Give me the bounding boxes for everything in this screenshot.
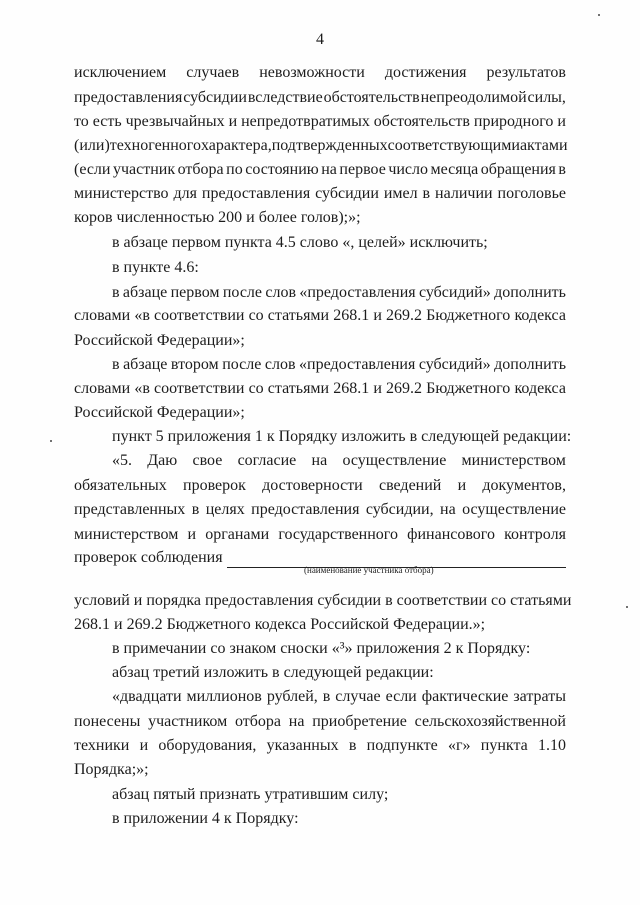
word: финансового xyxy=(407,526,495,543)
word: со xyxy=(248,307,264,324)
word: пункта xyxy=(480,737,528,754)
word: на xyxy=(321,161,337,178)
text-line xyxy=(74,88,566,108)
word: для xyxy=(173,185,197,202)
word: подпункте xyxy=(366,737,438,754)
word: 269.2 xyxy=(386,380,423,397)
word: то xyxy=(74,113,89,130)
word: после xyxy=(222,284,263,301)
word: Бюджетного xyxy=(426,380,511,397)
text-line: в примечании со знаком сноски «³» приложения 2 к Порядку: xyxy=(112,640,531,657)
word: техногенного xyxy=(109,137,201,154)
word: в xyxy=(348,737,357,754)
word: «5. xyxy=(112,452,132,469)
word: на xyxy=(440,501,456,518)
word: достижения xyxy=(384,64,467,81)
word: слов xyxy=(265,284,296,301)
word: в xyxy=(112,284,120,301)
word: невозможности xyxy=(259,64,365,81)
word: контроля xyxy=(504,526,566,543)
word: в xyxy=(558,161,566,178)
word: и xyxy=(373,380,382,397)
word: 268.1 xyxy=(333,307,370,324)
word: затраты xyxy=(513,688,566,705)
word: обстоятельств xyxy=(373,113,470,130)
text-line xyxy=(74,712,566,732)
word: абзаце xyxy=(123,356,168,373)
word: «в xyxy=(134,380,150,397)
word: отбора xyxy=(235,713,282,730)
text-line: условий и порядка предоставления субсидии в соответствии со статьями xyxy=(74,592,572,609)
text-line: пункт 5 приложения 1 к Порядку изложить в следующей редакции: xyxy=(112,428,572,445)
text-line: абзац пятый признать утратившим силу; xyxy=(112,786,389,803)
word: первое xyxy=(339,161,386,178)
word: осуществление xyxy=(342,452,447,469)
word: природного xyxy=(473,113,554,130)
word: предоставления xyxy=(201,185,311,202)
word: целях xyxy=(205,501,245,518)
word: имел xyxy=(383,185,418,202)
word: статьями xyxy=(267,307,330,324)
word: соответствии xyxy=(154,380,245,397)
word: есть xyxy=(92,113,122,130)
word: вследствие xyxy=(247,89,323,106)
word: случаев xyxy=(186,64,240,81)
word: силы, xyxy=(527,89,566,106)
word: Даю xyxy=(147,452,178,469)
word: органами xyxy=(205,526,270,543)
word: непреодолимой xyxy=(420,89,527,106)
word: случае xyxy=(335,688,381,705)
word: абзаце xyxy=(122,284,168,301)
text-line: в пункте 4.6: xyxy=(112,259,199,276)
word: сельскохозяйственной xyxy=(414,713,566,730)
page-number: 4 xyxy=(316,31,324,48)
word: на xyxy=(311,452,328,469)
word: в xyxy=(191,501,200,518)
word: дополнить xyxy=(494,356,566,373)
word: актами xyxy=(519,137,568,154)
word: «в xyxy=(134,307,150,324)
text-line: в абзаце первом пункта 4.5 слово «, целей» исключить; xyxy=(112,234,488,251)
text-line xyxy=(74,476,566,496)
word: соответствующими xyxy=(387,137,520,154)
word: министерством xyxy=(461,452,566,469)
word: достоверности xyxy=(262,477,363,494)
text-line: проверок соблюдения xyxy=(74,549,223,566)
word: состоянию xyxy=(245,161,319,178)
word: 268.1 xyxy=(333,380,370,397)
word: слов xyxy=(264,356,296,373)
word: словами xyxy=(74,307,131,324)
word: словами xyxy=(74,380,131,397)
word: 1.10 xyxy=(537,737,566,754)
text-line: Российской Федерации»; xyxy=(74,332,245,349)
word: и xyxy=(557,113,566,130)
word: результатов xyxy=(486,64,566,81)
word: статьями xyxy=(267,380,330,397)
scan-speck xyxy=(50,440,52,442)
word: обращения xyxy=(480,161,556,178)
word: и xyxy=(139,737,149,754)
text-line xyxy=(74,63,566,83)
word: оборудования, xyxy=(158,737,257,754)
text-line xyxy=(74,112,566,132)
word: в xyxy=(322,688,331,705)
text-line xyxy=(74,525,566,545)
text-line: коров численностью 200 и более голов);»; xyxy=(74,209,361,226)
word: миллионов xyxy=(186,688,262,705)
text-line xyxy=(112,451,566,471)
word: и xyxy=(187,526,197,543)
scan-speck xyxy=(598,14,600,16)
word: субсидии, xyxy=(365,501,434,518)
word: в xyxy=(422,185,431,202)
word: «предоставления xyxy=(299,284,416,301)
word: (или) xyxy=(74,137,110,154)
word: министерством xyxy=(74,526,179,543)
word: проверок xyxy=(183,477,246,494)
word: указанных xyxy=(266,737,339,754)
word: субсидий» xyxy=(418,356,491,373)
word: участник xyxy=(112,161,176,178)
word: отбора xyxy=(177,161,224,178)
word: «предоставления xyxy=(299,356,416,373)
word: первом xyxy=(170,284,220,301)
word: поголовье xyxy=(497,185,566,202)
word: предоставления xyxy=(74,89,183,106)
word: подтвержденных xyxy=(271,137,388,154)
blank-caption: (наименование участника отбора) xyxy=(304,565,434,575)
text-line: 268.1 и 269.2 Бюджетного кодекса Российской Федерации.»; xyxy=(74,616,486,633)
word: чрезвычайных xyxy=(125,113,225,130)
word: по xyxy=(226,161,243,178)
word: понесены xyxy=(74,713,141,730)
word: в xyxy=(112,356,120,373)
word: техники xyxy=(74,737,130,754)
word: приобретение xyxy=(312,713,407,730)
text-line xyxy=(112,283,566,303)
word: втором xyxy=(170,356,219,373)
word: государственного xyxy=(278,526,398,543)
word: со xyxy=(248,380,264,397)
text-line xyxy=(112,355,566,375)
text-line: Порядка;»; xyxy=(74,761,149,778)
word: субсидии xyxy=(315,185,379,202)
text-line xyxy=(74,500,566,520)
word: и xyxy=(228,113,238,130)
word: исключением xyxy=(74,64,167,81)
word: непредотвратимых xyxy=(241,113,370,130)
word: предоставления xyxy=(251,501,360,518)
word: дополнить xyxy=(494,284,566,301)
word: и xyxy=(373,307,382,324)
word: документов, xyxy=(482,477,566,494)
word: месяца xyxy=(430,161,479,178)
word: если xyxy=(385,688,417,705)
word: характера, xyxy=(200,137,272,154)
scan-speck xyxy=(626,606,628,608)
text-line: Российской Федерации»; xyxy=(74,404,245,421)
text-line xyxy=(112,687,566,707)
text-line xyxy=(74,136,566,156)
word: представленных xyxy=(74,501,186,518)
word: фактические xyxy=(421,688,509,705)
word: субсидии xyxy=(183,89,247,106)
word: обстоятельств xyxy=(323,89,420,106)
text-line xyxy=(74,379,566,399)
text-line xyxy=(74,160,566,180)
word: и xyxy=(457,477,467,494)
word: обязательных xyxy=(74,477,167,494)
word: Бюджетного xyxy=(426,307,511,324)
word: «двадцати xyxy=(112,688,182,705)
word: 269.2 xyxy=(386,307,423,324)
word: (если xyxy=(74,161,111,178)
word: сведений xyxy=(378,477,442,494)
word: кодекса xyxy=(514,380,566,397)
text-line: в приложении 4 к Порядку: xyxy=(112,810,299,827)
word: на xyxy=(288,713,305,730)
word: министерство xyxy=(74,185,169,202)
word: «г» xyxy=(447,737,471,754)
word: согласие xyxy=(237,452,297,469)
text-line xyxy=(74,736,566,756)
word: свое xyxy=(192,452,223,469)
word: субсидий» xyxy=(418,284,491,301)
word: кодекса xyxy=(514,307,566,324)
word: число xyxy=(388,161,429,178)
text-line: абзац третий изложить в следующей редакции: xyxy=(112,664,434,681)
word: рублей, xyxy=(266,688,318,705)
word: наличии xyxy=(435,185,493,202)
word: соответствии xyxy=(154,307,245,324)
word: участником xyxy=(148,713,228,730)
word: осуществление xyxy=(462,501,566,518)
word: после xyxy=(222,356,262,373)
text-line xyxy=(74,184,566,204)
text-line xyxy=(74,306,566,326)
